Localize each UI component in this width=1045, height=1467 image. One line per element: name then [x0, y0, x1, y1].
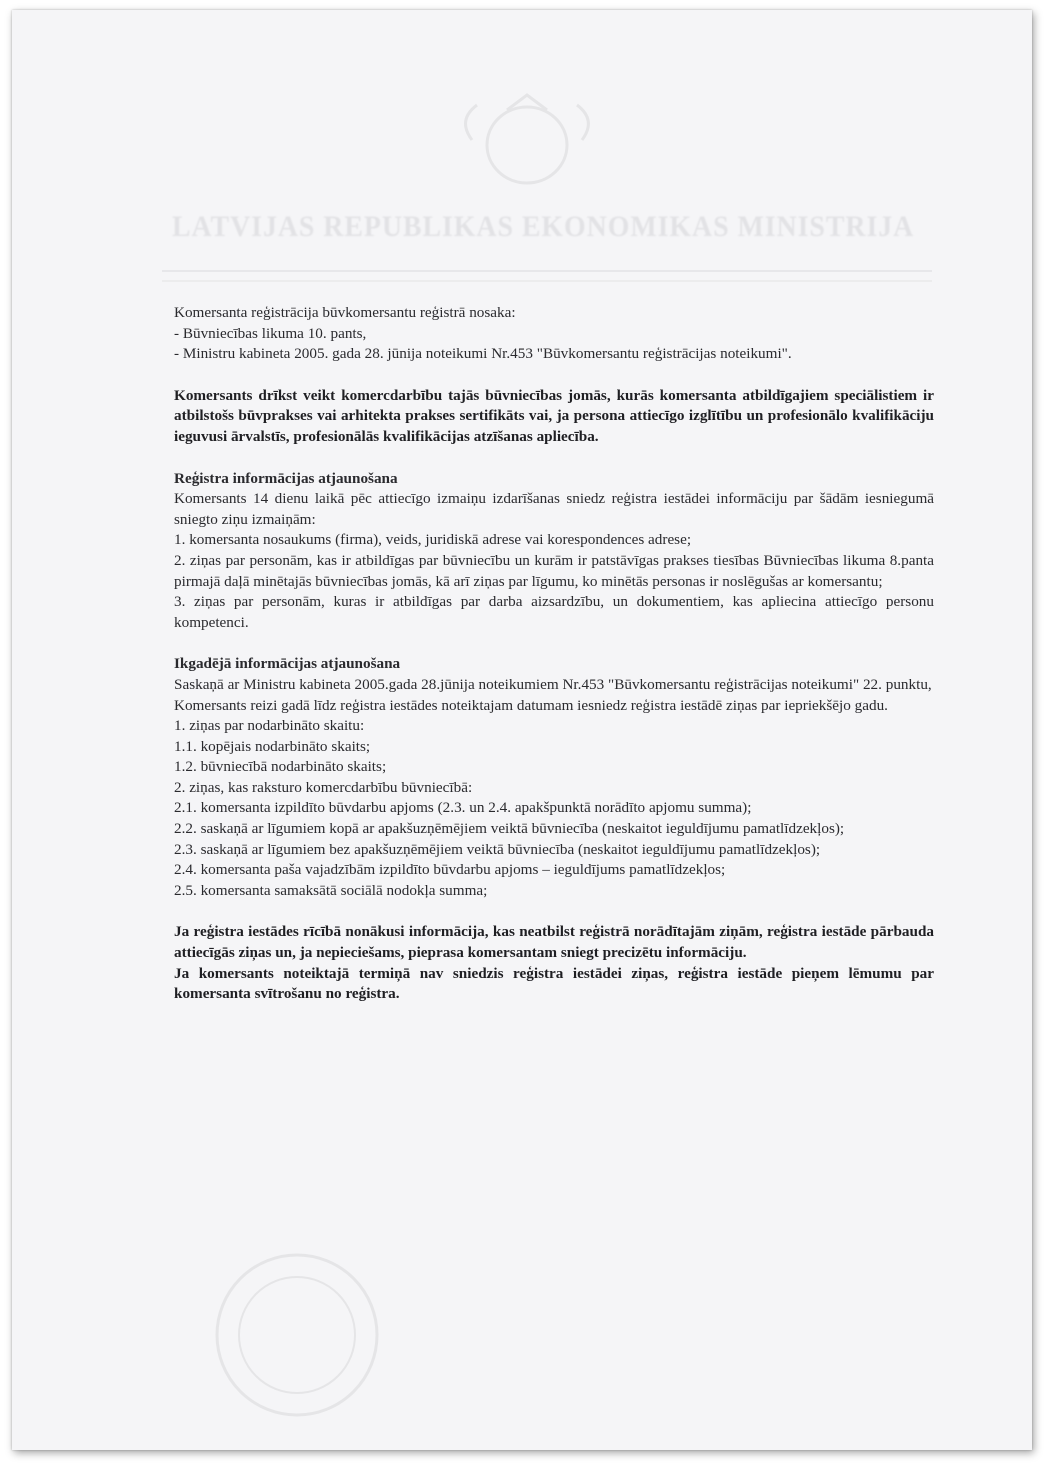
letterhead-rule [162, 270, 932, 272]
document-body [174, 303, 934, 1005]
register-update-lead: Komersants 14 dienu laikā pēc attiecīgo izmaiņu izdarīšanas sniedz reģistra iestādei informāciju par šādām iesniegumā sniegto ziņu izmaiņām: [174, 490, 934, 528]
list-item: 1.2. būvniecībā nodarbināto skaits; [174, 758, 387, 776]
list-item: 2.2. saskaņā ar līgumiem kopā ar apakšuzņēmējiem veiktā būvniecība (neskaitot ieguldījumu pamatlīdzekļos); [174, 820, 845, 838]
list-item: 3. ziņas par personām, kuras ir atbildīgas par darba aizsardzību, un dokumentiem, kas apliecina attiecīgo personu kompetenci. [174, 593, 934, 631]
section-heading-register-update: Reģistra informācijas atjaunošana [174, 469, 398, 487]
annual-update-lead: Saskaņā ar Ministru kabineta 2005.gada 28.jūnija noteikumiem Nr.453 "Būvkomersantu reģistrācijas noteikumi" 22. punktu, [174, 675, 932, 693]
list-item: 2. ziņas par personām, kas ir atbildīgas par būvniecību un kurām ir patstāvīgas prakses tiesības Būvniecības likuma 8.panta pirmajā daļā minētajās būvniecības jomās, kā arī ziņas par līgumu, ko minētās personas ir noslēgušas ar komersantu; [174, 551, 934, 590]
intro-line: - Būvniecības likuma 10. pants, [174, 324, 367, 342]
list-item: 2.4. komersanta paša vajadzībām izpildīto būvdarbu apjoms – ieguldījums pamatlīdzekļos; [174, 861, 726, 879]
list-item: 1. komersanta nosaukums (firma), veids, juridiskā adrese vai korespondences adrese; [174, 531, 692, 549]
coat-of-arms-watermark [452, 90, 602, 190]
letterhead-bleed-through: LATVIJAS REPUBLIKAS EKONOMIKAS MINISTRIJA [172, 210, 915, 243]
annual-update-lead: Komersants reizi gadā līdz reģistra iestādes noteiktajam datumam iesniedz reģistra iestādē ziņas par iepriekšējo gadu. [174, 696, 888, 714]
list-item: 2.5. komersanta samaksātā sociālā nodokļa summa; [174, 881, 488, 899]
stamp-watermark [202, 1250, 392, 1420]
document-page [12, 10, 1032, 1450]
list-item: 2.1. komersanta izpildīto būvdarbu apjoms (2.3. un 2.4. apakšpunktā norādīto apjomu summa); [174, 799, 752, 817]
letterhead-rule-2 [162, 280, 932, 282]
intro-line: Komersanta reģistrācija būvkomersantu reģistrā nosaka: [174, 304, 516, 321]
list-item: 2. ziņas, kas raksturo komercdarbību būvniecībā: [174, 778, 473, 796]
intro-line: - Ministru kabineta 2005. gada 28. jūnija noteikumi Nr.453 "Būvkomersantu reģistrācijas noteikumi". [174, 345, 792, 363]
section-heading-annual-update: Ikgadējā informācijas atjaunošana [174, 655, 401, 673]
list-item: 2.3. saskaņā ar līgumiem bez apakšuzņēmējiem veiktā būvniecība (neskaitot ieguldījumu pamatlīdzekļos); [174, 840, 821, 858]
closing-paragraph: Ja komersants noteiktajā termiņā nav sniedzis reģistra iestādei ziņas, reģistra iestāde pieņem lēmumu par komersanta svītrošanu no reģistra. [174, 964, 934, 1003]
list-item: 1. ziņas par nodarbināto skaitu: [174, 717, 365, 735]
bold-paragraph: Komersants drīkst veikt komercdarbību tajās būvniecības jomās, kurās komersanta atbildīgajiem speciālistiem ir atbilstošs būvprakses vai arhitekta prakses sertifikāts vai, ja persona attiecīgo izglītību un profesionālo kvalifikāciju ieguvusi ārvalstīs, profesionālās kvalifikācijas atzīšanas apliecība. [174, 386, 934, 445]
list-item: 1.1. kopējais nodarbināto skaits; [174, 737, 371, 755]
closing-paragraph: Ja reģistra iestādes rīcībā nonākusi informācija, kas neatbilst reģistrā norādītajām ziņām, reģistra iestāde pārbauda attiecīgās ziņas un, ja nepieciešams, pieprasa komersantam sniegt precizētu informāciju. [174, 923, 934, 962]
